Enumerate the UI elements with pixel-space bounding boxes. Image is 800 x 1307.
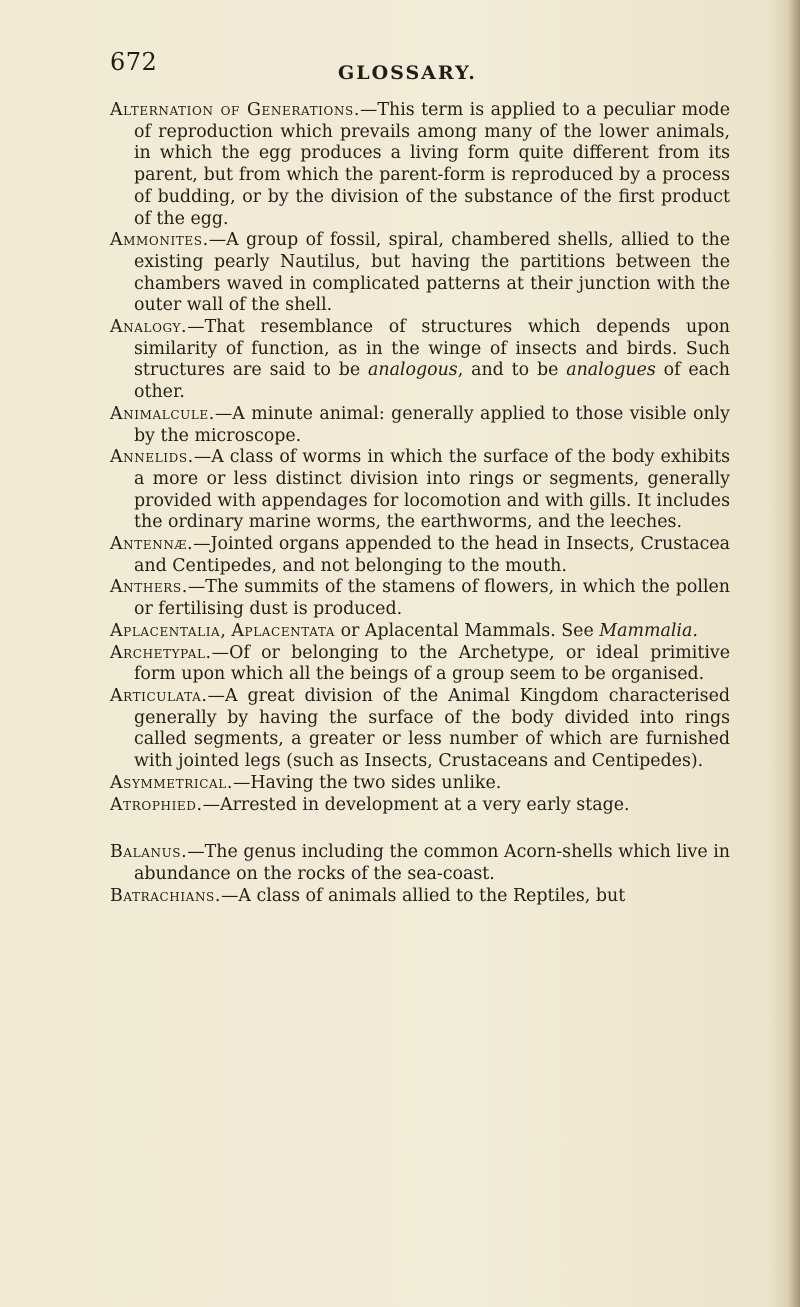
- running-title: GLOSSARY.: [338, 62, 477, 84]
- page-edge-shadow: [788, 0, 800, 1307]
- entry-definition: —Of or belonging to the Archetype, or ideal primitive form upon which all the beings of a group seem to be organised.: [134, 642, 730, 685]
- glossary-entries: [110, 100, 730, 907]
- entry-definition: of each other.: [134, 360, 730, 403]
- glossary-entry-ammonites: [110, 230, 730, 317]
- entry-term: Atrophied.: [110, 794, 203, 815]
- page-header: [110, 48, 730, 82]
- entry-definition: —The summits of the stamens of flowers, in which the pollen or fertilising dust is produced.: [134, 577, 730, 620]
- entry-definition: —A group of fossil, spiral, chambered shells, allied to the existing pearly Nautilus, but having the partitions between the chambers waved in complicated patterns at their junction with the outer wall of the shell.: [134, 230, 730, 316]
- entry-definition: —A great division of the Animal Kingdom characterised generally by having the surface of the body divided into rings called segments, a greater or less number of which are furnished with jointed legs (such as Insects, Crustaceans and Centipedes).: [134, 685, 730, 772]
- entry-definition: —This term is applied to a peculiar mode of reproduction which prevails among many of the lower animals, in which the egg produces a living form quite different from its parent, but from which the parent-form is reproduced by a process of budding, or by the division of the substance of the first product of the egg.: [134, 100, 730, 229]
- entry-term: Asymmetrical.: [110, 772, 233, 793]
- glossary-entry-antennae: [110, 534, 730, 577]
- entry-term: Antennæ.: [110, 534, 194, 555]
- glossary-entry-alternation-of-generations: [110, 100, 730, 230]
- glossary-entry-animalcule: [110, 404, 730, 447]
- entry-term: Batrachians.: [110, 885, 221, 906]
- entry-term: Analogy.: [110, 317, 188, 338]
- glossary-entry-anthers: [110, 577, 730, 620]
- entry-term: Animalcule.: [110, 403, 215, 424]
- glossary-entry-articulata: [110, 686, 730, 773]
- entry-definition: —Having the two sides unlike.: [232, 772, 502, 793]
- entry-definition: —Jointed organs appended to the head in Insects, Crustacea and Centipedes, and not belonging to the mouth.: [134, 534, 730, 576]
- entry-cross-reference: Mammalia.: [599, 620, 698, 641]
- entry-definition: —The genus including the common Acorn-shells which live in abundance on the rocks of the sea-coast.: [134, 842, 730, 884]
- entry-term: Archetypal.: [110, 642, 212, 663]
- glossary-entry-archetypal: [110, 643, 730, 686]
- entry-term: Aplacentata: [231, 620, 336, 641]
- entry-definition: —A class of animals allied to the Reptiles, but: [221, 885, 626, 906]
- page-number: 672: [110, 48, 158, 76]
- entry-separator: ,: [220, 620, 232, 641]
- entry-term: Articulata.: [110, 685, 208, 706]
- entry-term: Anthers.: [110, 577, 188, 598]
- glossary-entry-atrophied: [110, 795, 730, 817]
- entry-term: Annelids.: [110, 447, 194, 468]
- glossary-entry-batrachians: [110, 886, 730, 908]
- entry-term: Aplacentalia: [110, 620, 221, 641]
- entry-italic-term: analogues: [566, 360, 656, 381]
- entry-definition: , and to be: [457, 360, 567, 381]
- glossary-entry-aplacentalia: [110, 621, 730, 643]
- entry-term: Ammonites.: [110, 230, 209, 251]
- entry-definition: —That resemblance of structures which depends upon similarity of function, as in the winge of insects and birds. Such structures are said to be: [134, 317, 730, 381]
- entry-definition: or Aplacental Mammals. See: [335, 620, 600, 641]
- entry-italic-term: analogous: [368, 360, 458, 381]
- glossary-entry-annelids: [110, 447, 730, 534]
- entry-definition: —Arrested in development at a very early stage.: [202, 794, 630, 815]
- glossary-entry-balanus: [110, 842, 730, 885]
- entry-definition: —A class of worms in which the surface of the body exhibits a more or less distinct division into rings or segments, generally provided with appendages for locomotion and with gills. It includes the ordinary marine worms, the earthworms, and the leeches.: [134, 447, 730, 533]
- entry-definition: —A minute animal: generally applied to those visible only by the microscope.: [134, 403, 730, 446]
- entry-term: Alternation of Generations.: [110, 100, 360, 120]
- entry-term: Balanus.: [110, 842, 188, 863]
- glossary-entry-analogy: [110, 317, 730, 404]
- glossary-entry-asymmetrical: [110, 773, 730, 795]
